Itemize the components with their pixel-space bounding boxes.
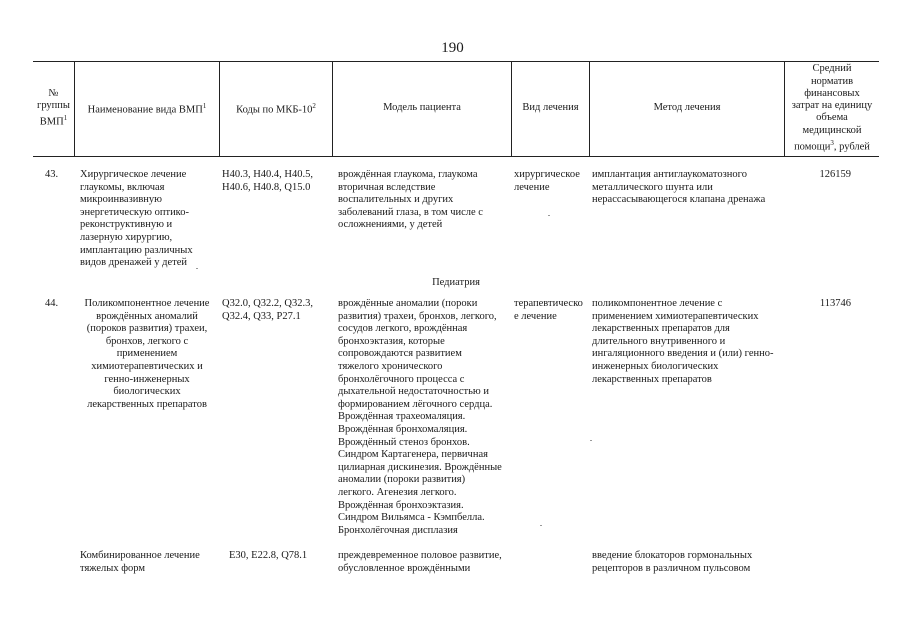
treatment-method: поликомпонентное лечение с применением химиотерапевтических лекарственных препаратов для длительного внутривенного и ингаляционного введения и (или) генно- инженерных биологических лекарственных препаратов <box>592 298 774 385</box>
section-title: Педиатрия <box>432 277 480 288</box>
treatment-method: введение блокаторов гормональных рецепторов в различном пульсовом <box>592 550 753 574</box>
icd-codes: E30, E22.8, Q78.1 <box>229 550 308 561</box>
cost-norm: 126159 <box>819 169 851 180</box>
scan-speck <box>196 268 198 269</box>
treatment-method: имплантация антиглаукоматозного металлического шунта или нерассасывающегося клапана дренажа <box>592 169 766 206</box>
header-treatment-method: Метод лечения <box>653 102 721 114</box>
vmp-name: Поликомпонентное лечение врождённых аномалий (пороков развития) трахеи, бронхов, легкого с применением химиотерапевтических и генно-инженерных биологических лекарственных препаратов <box>84 298 210 410</box>
header-group-number: № группы ВМП$^1$ <box>37 87 70 128</box>
header-vmp-name: Наименование вида ВМП$^1$ <box>87 102 207 116</box>
cost-norm: 113746 <box>819 298 851 309</box>
scan-speck <box>590 440 592 441</box>
page-number: 190 <box>441 40 464 56</box>
patient-model: врождённая глаукома, глаукома вторичная вследствие воспалительных и других заболеваний глаза, в том числе с осложнениями, у детей <box>338 169 483 231</box>
icd-codes: Q32.0, Q32.2, Q32.3, Q32.4, Q33, P27.1 <box>222 298 313 322</box>
treatment-type: терапевтическо е лечение <box>514 298 583 322</box>
header-patient-model: Модель пациента <box>383 102 461 114</box>
header-treatment-type: Вид лечения <box>522 102 579 114</box>
treatment-type: хирургическое лечение <box>514 169 580 193</box>
header-icd-codes: Коды по МКБ-$10^2$ <box>236 102 316 116</box>
patient-model: врождённые аномалии (пороки развития) трахеи, бронхов, легкого, сосудов легкого, врождённая бронхоэктазия, которые сопровождаются развитием тяжелого хронического бронхолёгочного процесса с дыхательной недостаточностью и формированием лёгочного сердца. Врождённая трахеомаляция. Врождённая бронхомаляция. Врождённый стеноз бронхов. Синдром Картагенера, первичная цилиарная дискинезия. Врождённые аномалии (пороки развития) легкого. Агенезия легкого. Врождённая бронхоэктазия. Синдром Вильямса - Кэмпбелла. Бронхолёгочная дисплазия <box>338 298 502 536</box>
header-cost-norm: Средний норматив финансовых затрат на единицу объема медицинской помощи$^3$, рублей <box>791 63 873 153</box>
scan-speck <box>540 525 542 526</box>
patient-model: преждевременное половое развитие, обусловленное врождёнными <box>338 550 502 574</box>
scan-speck <box>548 215 550 216</box>
vmp-name: Комбинированное лечение тяжелых форм <box>80 550 200 574</box>
row-number: 44. <box>45 298 59 309</box>
vmp-name: Хирургическое лечение глаукомы, включая микроинвазивную энергетическую оптико- реконструктивную и лазерную хирургию, имплантацию различных видов дренажей у детей <box>80 169 193 269</box>
header-bottom-border <box>33 156 879 157</box>
row-number: 43. <box>45 169 59 180</box>
icd-codes: H40.3, H40.4, H40.5, H40.6, H40.8, Q15.0 <box>222 169 313 193</box>
